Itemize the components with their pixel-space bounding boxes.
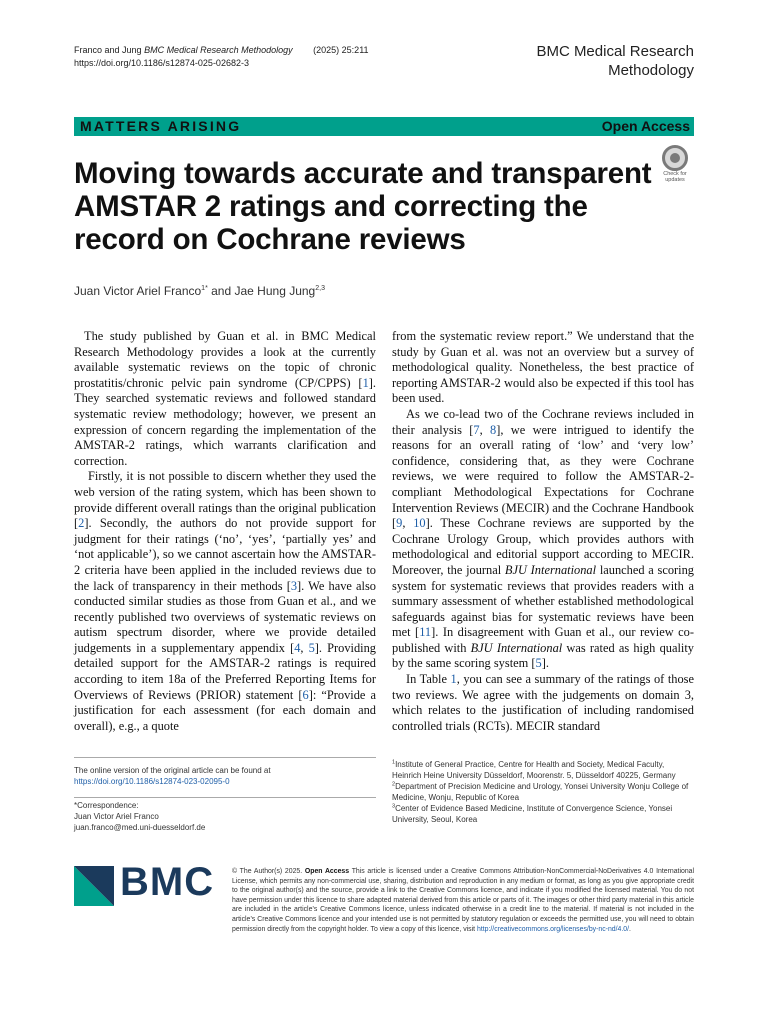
text: As we co-lead two of the Cochrane reviews included in their analysis [ — [392, 406, 694, 437]
correspondence-label: *Correspondence: — [74, 801, 139, 810]
correspondence-name: Juan Victor Ariel Franco — [74, 812, 159, 821]
affiliations — [392, 759, 694, 825]
text: ]. In disagreement with Guan et al., our review co-published with — [392, 625, 694, 655]
text: ]. Providing detailed support for the AMSTAR-2 ratings is required according to item 18a of the Preferred Reporting Items for Overviews of Reviews (PRIOR) statement [ — [74, 640, 376, 702]
citation-link[interactable]: 4 — [294, 640, 301, 655]
paragraph: from the systematic review report.” We understand that the study by Guan et al. was not an overview but a survey of methodological quality. Nonetheless, the best practice of reporting AMSTAR-2 would also be expected if this tool has been used. — [392, 329, 694, 406]
affiliation-2 — [392, 781, 694, 803]
header-journal: BMC Medical Research Methodology — [144, 45, 293, 55]
journal-name-line1: BMC Medical Research — [536, 43, 694, 60]
running-header — [74, 44, 369, 70]
correspondence — [74, 797, 376, 833]
original-article-note — [74, 757, 376, 787]
paragraph — [392, 672, 694, 734]
license-link[interactable]: http://creativecommons.org/licenses/by-nc-nd/4.0/ — [476, 925, 630, 933]
check-updates-label — [656, 171, 694, 183]
author-2[interactable]: Jae Hung Jung — [234, 284, 316, 298]
text: ], we were intrigued to identify the reasons for an overall rating of ‘low’ and ‘very low’ confidence, considering that, as they were Cochrane reviews, we were required to follow the AMSTAR-2-compliant Methodological Expectations for Cochrane Intervention Reviews (MECIR) and the Cochrane Handbook [ — [392, 422, 694, 531]
affil-text: Institute of General Practice, Centre for Health and Society, Medical Faculty, Heinrich Heine University Düsseldorf, Moorenstr. 5, Düsseldorf 40225, Germany — [392, 760, 676, 780]
correspondence-email[interactable]: juan.franco@med.uni-duesseldorf.de — [74, 823, 206, 832]
article-type-banner — [74, 117, 694, 136]
text: was rated as high quality by the same scoring system [ — [392, 640, 694, 671]
author-list — [74, 284, 325, 298]
article-title: Moving towards accurate and transparent AMSTAR 2 ratings and correcting the record on Cochrane reviews — [74, 157, 652, 256]
citation-link[interactable]: 7 — [473, 422, 480, 437]
text: In Table — [406, 672, 451, 687]
affiliation-3 — [392, 803, 694, 825]
author-joiner: and — [207, 284, 235, 298]
text: , — [479, 422, 491, 437]
citation-link[interactable]: 11 — [419, 625, 432, 640]
journal-name-line2: Methodology — [608, 62, 694, 79]
original-article-link[interactable]: https://doi.org/10.1186/s12874-023-02095-0 — [74, 777, 230, 786]
text: launched a scoring system for systematic reviews that provides readers with a summary assessment of whether established methodological safeguards against bias for systematic reviews have been met [ — [392, 562, 694, 640]
citation-link[interactable]: 10 — [413, 516, 426, 531]
article-type: MATTERS ARISING — [80, 118, 242, 134]
journal-name-italic: BJU International — [504, 562, 597, 577]
check-updates-icon — [662, 145, 688, 171]
citation-link[interactable]: 5 — [308, 640, 315, 655]
text: ]. — [541, 656, 549, 671]
text: ]. These Cochrane reviews are supported by the Cochrane Urology Group, which provides authors with methodological and editorial support according to MECIR. Moreover, the journal — [392, 516, 694, 577]
text: , you can see a summary of the ratings of those two reviews. We agree with the judgements on domain 3, which relates to the justification of including randomised controlled trials (RCTs). MECIR standard — [392, 672, 694, 733]
check-updates-line2: updates — [665, 177, 685, 183]
journal-name — [474, 42, 694, 80]
author-1[interactable]: Juan Victor Ariel Franco — [74, 284, 202, 298]
author-2-affil: 2,3 — [315, 285, 325, 292]
affil-text: Center of Evidence Based Medicine, Institute of Convergence Science, Yonsei University, Seoul, Korea — [392, 804, 673, 824]
text: ]. They searched systematic reviews and followed standard systematic review methodology; however, we present an expression of concern regarding the implementation of the AMSTAR-2 ratings, which warrants clarification and correction. — [74, 375, 376, 468]
author-1-affil: 1* — [201, 285, 208, 292]
citation-link[interactable]: 9 — [396, 516, 403, 531]
affil-number: 2 — [392, 781, 396, 788]
text: , — [300, 640, 309, 655]
text: ]. We have also conducted similar studies as those from Guan et al., and we recently published two overviews of systematic reviews on autism spectrum disorder, where we provide detailed judgements in a supplementary appendix [ — [74, 578, 376, 655]
citation-link[interactable]: 3 — [290, 578, 298, 593]
affiliation-1 — [392, 759, 694, 781]
paragraph — [392, 407, 694, 672]
header-year-volume: (2025) 25:211 — [313, 45, 369, 55]
text: ]. Secondly, the authors do not provide support for judgment for their ratings (‘no’, ‘yes’, ‘partially yes’ and ‘not applicable’), so we cannot ascertain how the AMSTAR-2 criteria have been applied in the included reviews due to the lack of transparency in their methods [ — [74, 516, 376, 593]
license-text: This article is licensed under a Creative Commons Attribution-NonCommercial-NoDerivatives 4.0 International License, which permits any non-commercial use, sharing, distribution and reproduction in any medium or format, as long as you give appropriate credit to the original author(s) and the source, provide a link to the Creative Commons licence, and indicate if you modified the licensed material. You do not have permission under this licence to share adapted material derived from this article or parts of it. The images or other third party material in this article are included in the article’s Creative Commons licence, unless indicated otherwise in a credit line to the material. If material is not included in the article’s Creative Commons licence and your intended use is not permitted by statutory regulation or exceeds the permitted use, you will need to obtain permission directly from the copyright holder. To view a copy of this licence, visit — [232, 868, 695, 933]
citation-link[interactable]: 1 — [362, 375, 369, 390]
copyright: © The Author(s) 2025. — [232, 868, 305, 875]
text: The online version of the original article can be found at — [74, 766, 271, 775]
open-access-label: Open Access — [601, 118, 690, 134]
license-statement — [232, 867, 694, 934]
bmc-logo-text: BMC — [120, 860, 215, 904]
table-link[interactable]: 1 — [450, 672, 457, 687]
citation-link[interactable]: 5 — [535, 656, 542, 671]
affil-number: 3 — [392, 803, 396, 810]
affil-text: Department of Precision Medicine and Urology, Yonsei University Wonju College of Medicine, Wonju, Republic of Korea — [392, 782, 689, 802]
open-access-label: Open Access — [304, 868, 350, 875]
check-for-updates-button[interactable] — [656, 145, 694, 183]
citation-link[interactable]: 2 — [78, 516, 85, 531]
citation-link[interactable]: 6 — [302, 687, 309, 702]
bmc-logo — [74, 860, 215, 906]
header-doi[interactable]: https://doi.org/10.1186/s12874-025-02682-3 — [74, 58, 249, 68]
header-authors: Franco and Jung — [74, 45, 142, 55]
body-column-left — [74, 329, 376, 734]
text: The study published by Guan et al. in BMC Medical Research Methodology provides a look at the currently available systematic reviews on the topic of chronic prostatitis/chronic pelvic pain syndrome (CP/CPPS) [ — [74, 329, 376, 390]
bmc-logo-mark-icon — [74, 866, 114, 906]
journal-name-italic: BJU International — [470, 640, 563, 655]
text: ]: “Provide a justification for each assessment (for each domain and overall), e.g., a quote — [74, 687, 377, 733]
paragraph — [74, 469, 376, 734]
citation-link[interactable]: 8 — [490, 422, 497, 437]
text: Firstly, it is not possible to discern whether they used the web version of the rating system, which has been shown to provide different overall ratings than the original publication [ — [74, 469, 376, 531]
body-column-right — [392, 329, 694, 734]
check-updates-line1: Check for — [663, 171, 687, 177]
text: , — [402, 516, 414, 531]
text: . — [629, 925, 631, 933]
paragraph — [74, 329, 376, 469]
affil-number: 1 — [392, 759, 396, 766]
